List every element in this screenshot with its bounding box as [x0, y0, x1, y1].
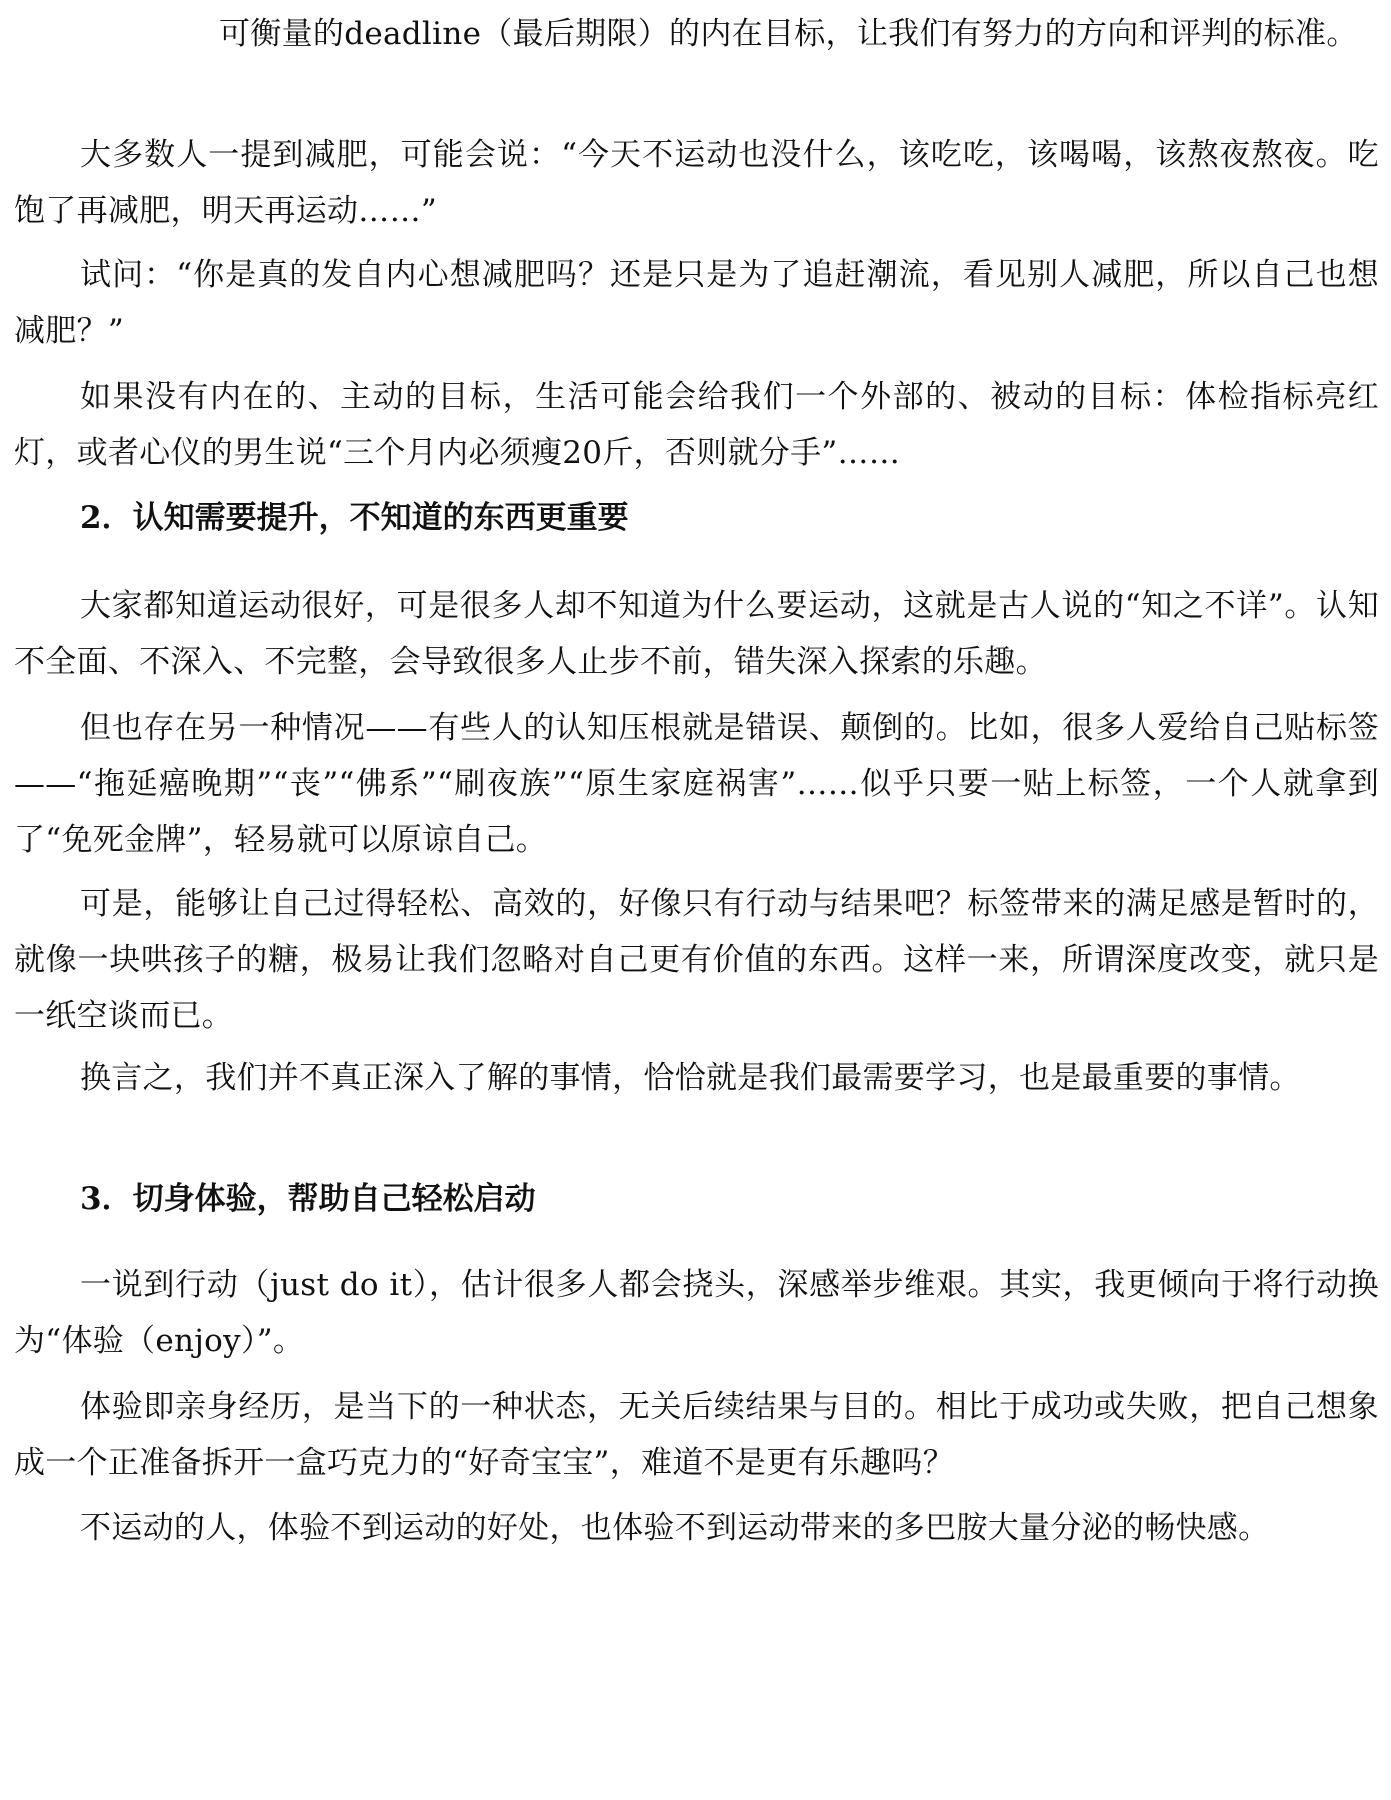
paragraph: 试问：“你是真的发自内心想减肥吗？还是只是为了追赶潮流，看见别人减肥，所以自己也想减肥？”: [14, 257, 1379, 349]
section-title: ．切身体验，帮助自己轻松启动: [101, 1181, 536, 1217]
paragraph: 如果没有内在的、主动的目标，生活可能会给我们一个外部的、被动的目标：体检指标亮红灯，或者心仪的男生说“三个月内必须瘦20斤，否则就分手”……: [14, 379, 1379, 471]
paragraph: 换言之，我们并不真正深入了解的事情，恰恰就是我们最需要学习，也是最重要的事情。: [80, 1060, 1301, 1096]
section-heading: [14, 490, 1379, 546]
paragraph: 一说到行动（just do it），估计很多人都会挠头，深感举步维艰。其实，我更倾向于将行动换为“体验（enjoy）”。: [14, 1267, 1379, 1359]
section-title: ．认知需要提升，不知道的东西更重要: [101, 500, 629, 536]
paragraph: 体验即亲身经历，是当下的一种状态，无关后续结果与目的。相比于成功或失败，把自己想象成一个正准备拆开一盒巧克力的“好奇宝宝”，难道不是更有乐趣吗？: [14, 1389, 1379, 1481]
paragraph: 大家都知道运动很好，可是很多人却不知道为什么要运动，这就是古人说的“知之不详”。认知不全面、不深入、不完整，会导致很多人止步不前，错失深入探索的乐趣。: [14, 588, 1379, 680]
paragraph: 大多数人一提到减肥，可能会说：“今天不运动也没什么，该吃吃，该喝喝，该熬夜熬夜。吃饱了再减肥，明天再运动……”: [14, 137, 1379, 229]
section-heading: [14, 1171, 1379, 1227]
paragraph: 不运动的人，体验不到运动的好处，也体验不到运动带来的多巴胺大量分泌的畅快感。: [80, 1510, 1270, 1546]
paragraph: 但也存在另一种情况——有些人的认知压根就是错误、颠倒的。比如，很多人爱给自己贴标签——“拖延癌晚期”“丧”“佛系”“刷夜族”“原生家庭祸害”……似乎只要一贴上标签，一个人就拿到了“免死金牌”，轻易就可以原谅自己。: [14, 710, 1379, 858]
section-number: 2: [80, 500, 102, 536]
paragraph: 可衡量的deadline（最后期限）的内在目标，让我们有努力的方向和评判的标准。: [219, 16, 1358, 52]
section-number: 3: [80, 1181, 102, 1217]
paragraph: 可是，能够让自己过得轻松、高效的，好像只有行动与结果吧？标签带来的满足感是暂时的，就像一块哄孩子的糖，极易让我们忽略对自己更有价值的东西。这样一来，所谓深度改变，就只是一纸空谈而已。: [14, 886, 1379, 1034]
